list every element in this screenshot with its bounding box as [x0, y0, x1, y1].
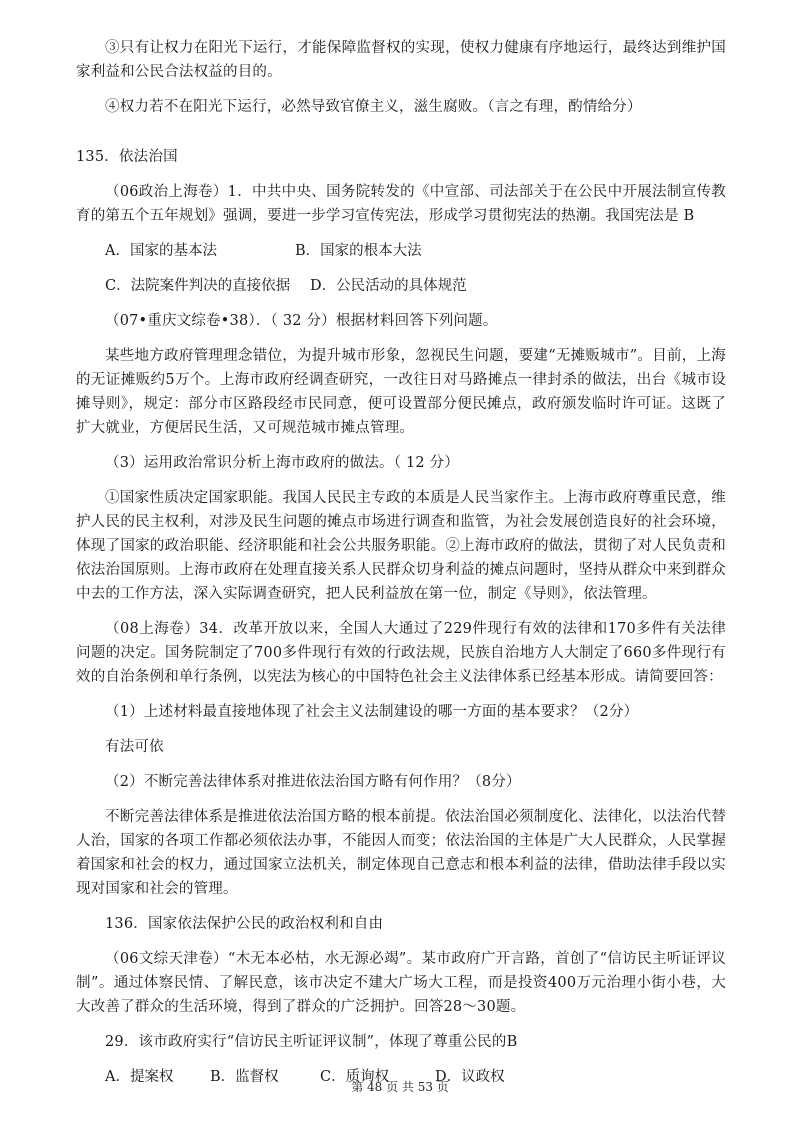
- question-tianjin-06: （06文综天津卷）“木无本必枯，水无源必竭”。某市政府广开言路，首创了“信访民主听证评议制”。通过体察民情、了解民意，该市决定不建大广场大工程，而是投资400万元治理小街小巷，大大改善了群众的生活环境，得到了群众的广泛拥护。回答28～30题。: [76, 951, 726, 1015]
- question-shanghai-06: （06政治上海卷）1．中共中央、国务院转发的《中宣部、司法部关于在公民中开展法制宣传教育的第五个五年规划》强调，要进一步学习宣传宪法，形成学习贯彻宪法的热潮。我国宪法是 B: [76, 184, 726, 224]
- option-b: B．国家的根本大法: [295, 243, 422, 259]
- options-row-1: [76, 239, 726, 263]
- sub-question-3: （3）运用政治常识分析上海市政府的做法。（ 12 分）: [105, 455, 460, 471]
- answer-point-3: ③只有让权力在阳光下运行，才能保障监督权的实现，使权力健康有序地运行，最终达到维护国家利益和公民合法权益的目的。: [76, 40, 726, 80]
- question-chongqing-07-source: （07•重庆文综卷•38）．（ 32 分）根据材料回答下列问题。: [105, 313, 498, 329]
- answer-point-4: ④权力若不在阳光下运行，必然导致官僚主义，滋生腐败。（言之有理，酌情给分）: [105, 99, 642, 115]
- option-d: D．公民活动的具体规范: [310, 278, 467, 294]
- answer-sub-question-1: 有法可依: [105, 739, 164, 755]
- options-row-2: [76, 274, 726, 298]
- option-a: A．提案权: [105, 1069, 174, 1085]
- option-a: A．国家的基本法: [105, 243, 217, 259]
- section-heading-136: 136．国家依法保护公民的政治权利和自由: [105, 916, 384, 932]
- page-content: [76, 36, 726, 1100]
- answer-sub-question-2: 不断完善法律体系是推进依法治国方略的根本前提。依法治国必须制度化、法律化，以法治代替人治，国家的各项工作都必须依法办事，不能因人而变；依法治国的主体是广大人民群众，人民掌握着国家和社会的权力，通过国家立法机关，制定体现自己意志和根本利益的法律，借助法律手段以实现对国家和社会的管理。: [76, 809, 726, 897]
- question-29: 29．该市政府实行“信访民主听证评议制”，体现了尊重公民的B: [105, 1034, 518, 1050]
- page-number-footer: 第 48 页 共 53 页: [351, 1080, 449, 1094]
- option-b: B．监督权: [210, 1069, 279, 1085]
- sub-question-2: （2）不断完善法律体系对推进依法治国方略有何作用？（8分）: [105, 774, 521, 790]
- sub-question-1: （1）上述材料最直接地体现了社会主义法制建设的哪一方面的基本要求？（2分）: [105, 704, 639, 720]
- option-c: C．法院案件判决的直接依据: [105, 278, 291, 294]
- answer-sub-question-3: ①国家性质决定国家职能。我国人民民主专政的本质是人民当家作主。上海市政府尊重民意，维护人民的民主权利，对涉及民生问题的摊点市场进行调查和监管，为社会发展创造良好的社会环境，体现了国家的政治职能、经济职能和社会公共服务职能。②上海市政府的做法，贯彻了对人民负责和依法治国原则。上海市政府在处理直接关系人民群众切身利益的摊点问题时，坚持从群众中来到群众中去的工作方法，深入实际调查研究，把人民利益放在第一位，制定《导则》，依法管理。: [76, 490, 726, 602]
- option-d: D．议政权: [435, 1069, 505, 1085]
- section-heading-135: 135．依法治国: [76, 149, 178, 165]
- option-c: C．质询权: [320, 1069, 390, 1085]
- question-shanghai-08: （08上海卷）34．改革开放以来，全国人大通过了229件现行有效的法律和170多件有关法律问题的决定。国务院制定了700多件现行有效的行政法规，民族自治地方人大制定了660多件现行有效的自治条例和单行条例，以宪法为核心的中国特色社会主义法律体系已经基本形成。请简要回答：: [76, 621, 726, 685]
- question-chongqing-07-material: 某些地方政府管理理念错位，为提升城市形象，忽视民生问题，要建“无摊贩城市”。目前，上海的无证摊贩约5万个。上海市政府经调查研究，一改往日对马路摊点一律封杀的做法，出台《城市设摊导则》，规定：部分市区路段经市民同意，便可设置部分便民摊点，政府颁发临时许可证。这既了扩大就业，方便居民生活，又可规范城市摊点管理。: [76, 348, 726, 436]
